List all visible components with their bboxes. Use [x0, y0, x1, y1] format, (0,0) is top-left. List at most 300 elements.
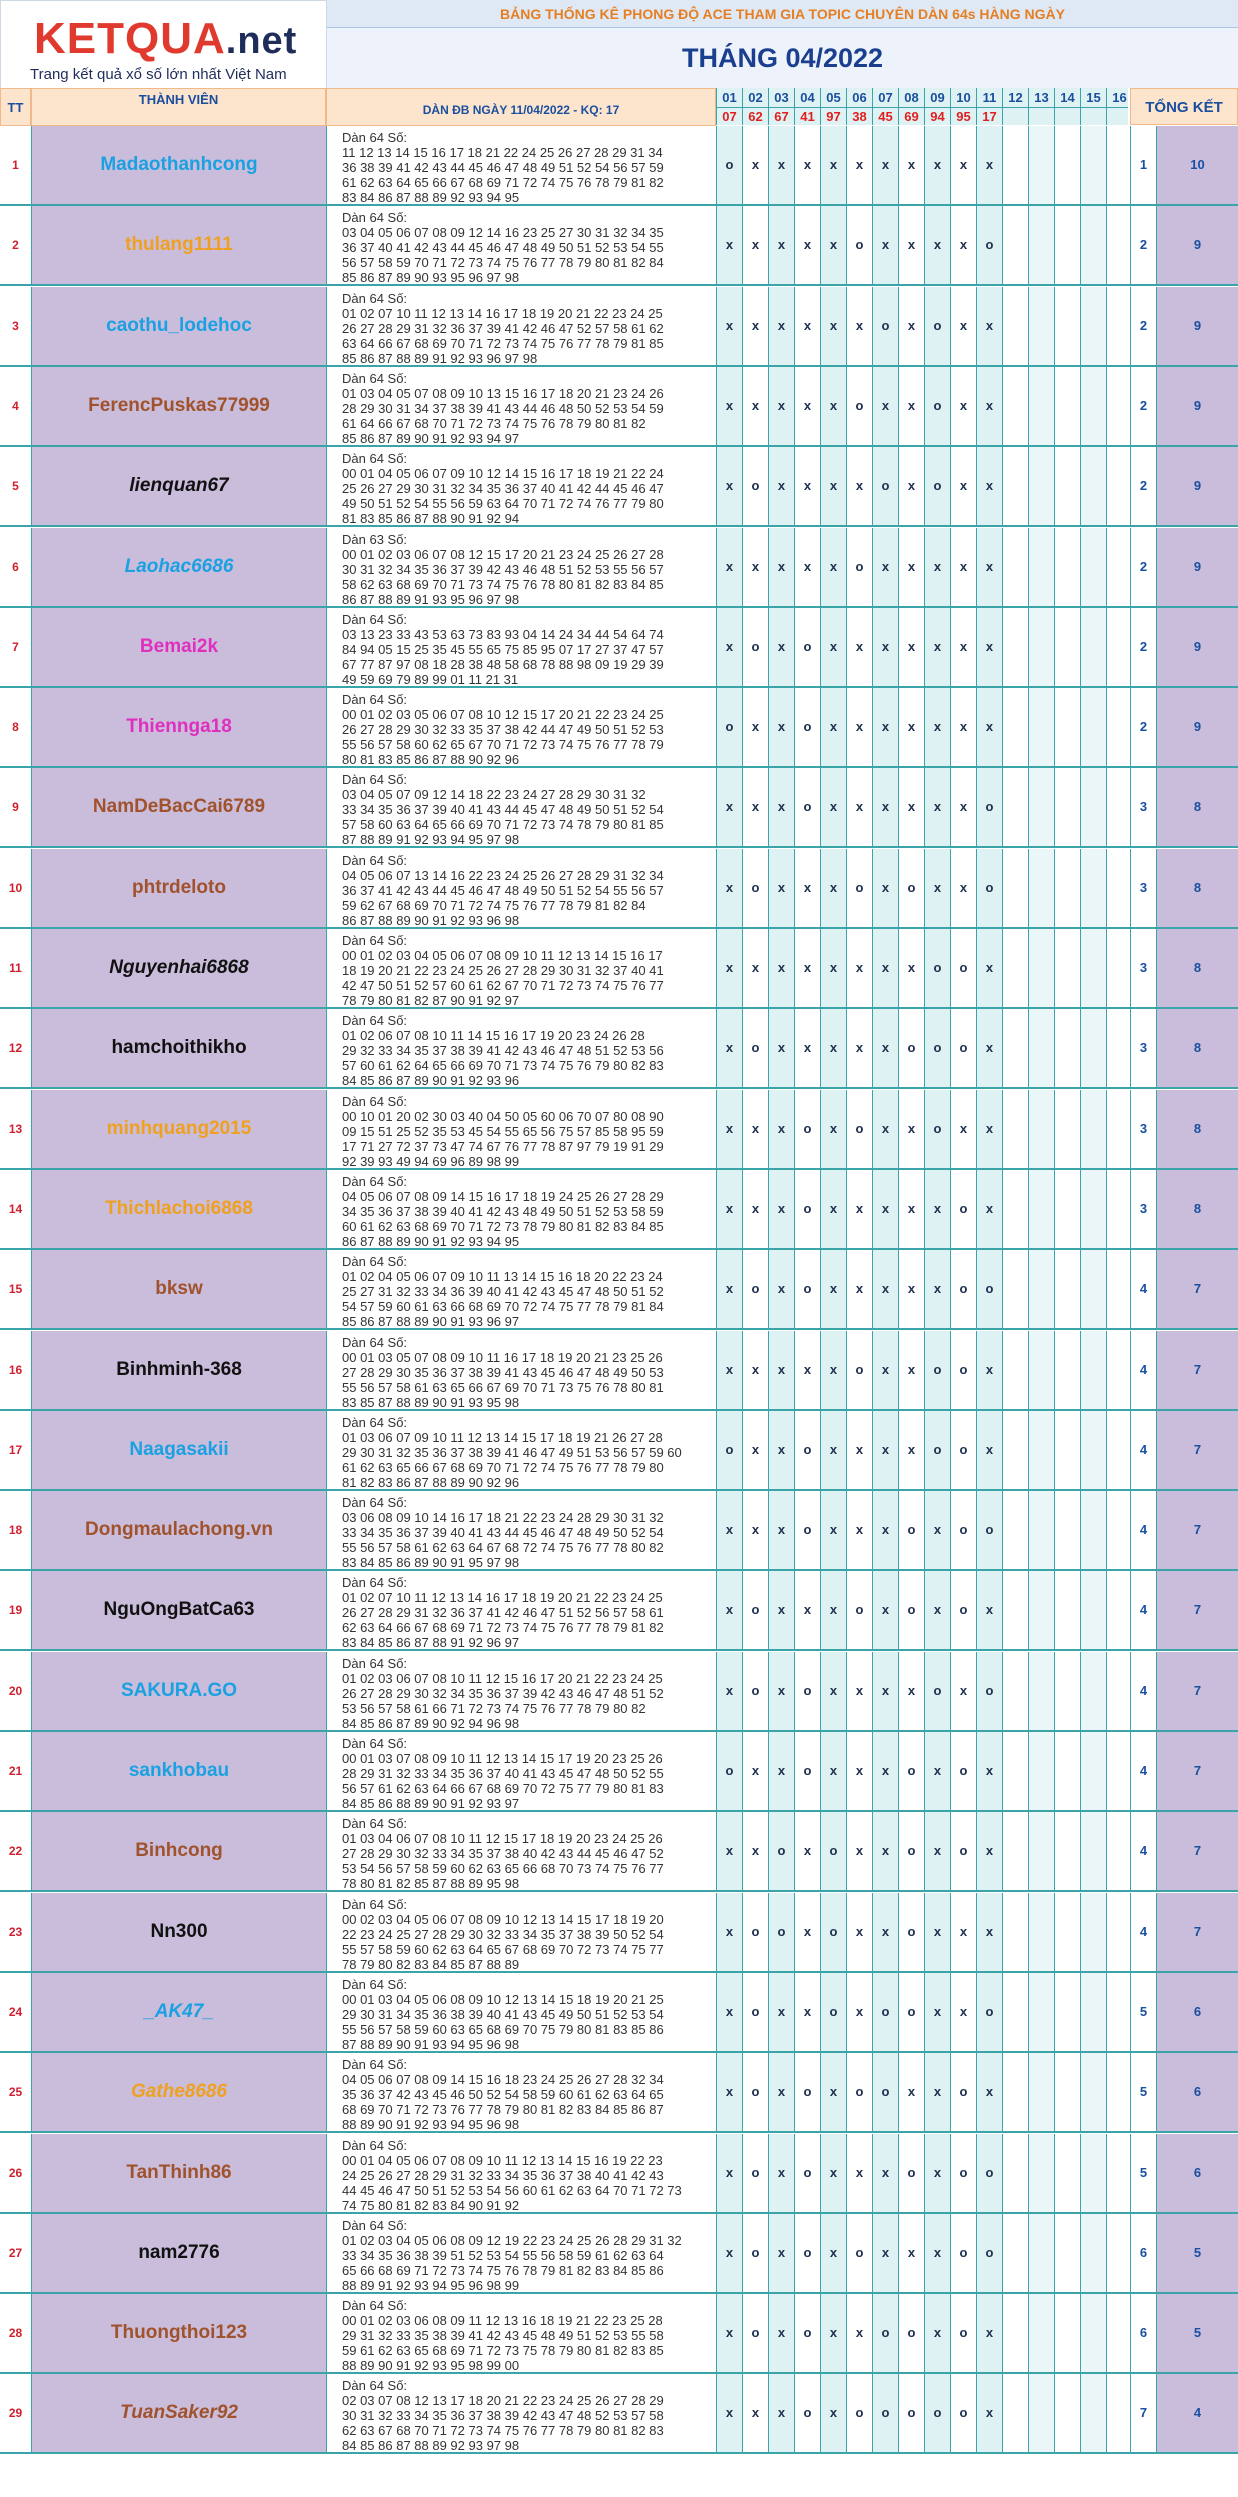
day-mark: x — [820, 206, 846, 284]
day-mark: x — [846, 929, 872, 1007]
day-mark: o — [950, 1009, 976, 1087]
dan-numbers — [326, 1009, 716, 1087]
total-score: 7 — [1156, 1411, 1238, 1489]
dan-line: 26 27 28 29 30 32 33 35 37 38 42 44 47 49 50 51 52 53 — [342, 722, 664, 737]
day-mark: x — [794, 929, 820, 1007]
day-result-03: 67 — [768, 107, 794, 125]
day-result-12 — [1002, 107, 1028, 125]
day-mark: x — [898, 688, 924, 766]
dan-line: 86 87 88 89 90 91 92 93 96 98 — [342, 913, 520, 927]
day-mark — [1054, 768, 1080, 846]
dan-line: 04 05 06 07 08 09 14 15 16 17 18 19 24 25 26 27 28 29 — [342, 1189, 664, 1204]
total-score: 7 — [1156, 1331, 1238, 1409]
member-name[interactable]: Bemai2k — [31, 608, 326, 686]
day-mark — [1080, 1170, 1106, 1248]
dan-numbers — [326, 608, 716, 686]
day-mark — [1080, 528, 1106, 606]
day-mark: o — [768, 1893, 794, 1971]
day-mark: x — [716, 929, 742, 1007]
day-mark: o — [898, 2134, 924, 2212]
day-mark: o — [794, 688, 820, 766]
day-mark — [1028, 1732, 1054, 1810]
day-mark: o — [924, 287, 950, 365]
day-mark: x — [846, 1893, 872, 1971]
day-mark: x — [898, 126, 924, 204]
day-mark: o — [924, 2374, 950, 2452]
day-mark: x — [846, 1170, 872, 1248]
day-mark: x — [768, 929, 794, 1007]
day-mark: x — [872, 206, 898, 284]
miss-count: 2 — [1130, 688, 1156, 766]
table-row — [0, 1973, 1238, 2053]
total-score: 8 — [1156, 1170, 1238, 1248]
day-mark — [1080, 126, 1106, 204]
day-mark: x — [872, 929, 898, 1007]
miss-count: 2 — [1130, 447, 1156, 525]
day-mark: o — [872, 287, 898, 365]
day-mark: x — [950, 768, 976, 846]
day-mark: x — [950, 688, 976, 766]
day-mark: o — [898, 2294, 924, 2372]
row-number: 9 — [0, 768, 31, 846]
day-mark: x — [976, 1893, 1002, 1971]
day-mark: o — [950, 1250, 976, 1328]
day-header-11: 11 — [976, 88, 1002, 107]
day-mark: x — [742, 1491, 768, 1569]
table-row — [0, 1331, 1238, 1411]
day-mark: x — [846, 1250, 872, 1328]
member-name[interactable]: FerencPuskas77999 — [31, 367, 326, 445]
dan-line: 78 79 80 82 83 84 85 87 88 89 — [342, 1957, 520, 1971]
dan-numbers — [326, 2134, 716, 2212]
day-mark: o — [872, 447, 898, 525]
row-number: 1 — [0, 126, 31, 204]
member-name[interactable]: Nguyenhai6868 — [31, 929, 326, 1007]
logo-frame — [0, 0, 327, 96]
day-mark: x — [950, 608, 976, 686]
dan-line: Dàn 64 Số: — [342, 1013, 408, 1028]
table-row — [0, 2053, 1238, 2133]
row-number: 2 — [0, 206, 31, 284]
day-mark — [1028, 287, 1054, 365]
day-mark: o — [846, 1090, 872, 1168]
row-number: 18 — [0, 1491, 31, 1569]
day-mark: x — [768, 849, 794, 927]
total-score: 9 — [1156, 206, 1238, 284]
day-mark: x — [976, 126, 1002, 204]
day-mark: o — [742, 1973, 768, 2051]
day-mark: o — [976, 849, 1002, 927]
table-row — [0, 447, 1238, 527]
row-number: 28 — [0, 2294, 31, 2372]
day-mark: o — [742, 1652, 768, 1730]
day-mark: x — [924, 1170, 950, 1248]
day-mark: x — [872, 1331, 898, 1409]
day-mark — [1028, 1170, 1054, 1248]
dan-numbers — [326, 1732, 716, 1810]
day-mark: x — [846, 1812, 872, 1890]
member-name[interactable]: TuanSaker92 — [31, 2374, 326, 2452]
dan-numbers — [326, 1090, 716, 1168]
dan-line: 25 27 31 32 33 34 36 39 40 41 42 43 45 47 48 50 51 52 — [342, 1284, 664, 1299]
day-mark — [1002, 1973, 1028, 2051]
day-mark: x — [716, 1571, 742, 1649]
day-mark: x — [898, 2214, 924, 2292]
miss-count: 4 — [1130, 1331, 1156, 1409]
dan-line: 26 27 28 29 30 32 34 35 36 37 39 42 43 46 47 48 51 52 — [342, 1686, 664, 1701]
day-mark: x — [846, 1652, 872, 1730]
day-mark: x — [872, 528, 898, 606]
day-mark — [1080, 287, 1106, 365]
day-mark: x — [794, 447, 820, 525]
day-mark: o — [924, 1331, 950, 1409]
day-mark: x — [976, 528, 1002, 606]
dan-line: 00 01 04 05 06 07 08 09 10 11 12 13 14 15 16 19 22 23 — [342, 2153, 663, 2168]
dan-line: Dàn 63 Số: — [342, 532, 408, 547]
day-mark: x — [716, 2374, 742, 2452]
day-mark: x — [742, 1170, 768, 1248]
dan-line: 36 38 39 41 42 43 44 45 46 47 48 49 51 52 54 56 57 59 — [342, 160, 664, 175]
day-mark: x — [898, 206, 924, 284]
miss-count: 2 — [1130, 206, 1156, 284]
day-mark: o — [976, 1250, 1002, 1328]
day-mark — [1080, 1893, 1106, 1971]
day-mark: o — [898, 1973, 924, 2051]
ketqua-logo[interactable] — [0, 0, 327, 96]
day-mark — [1080, 2214, 1106, 2292]
day-result-14 — [1054, 107, 1080, 125]
miss-count: 3 — [1130, 929, 1156, 1007]
day-mark — [1080, 2294, 1106, 2372]
column-header-tt: TT — [0, 88, 31, 126]
day-mark: x — [768, 1652, 794, 1730]
day-mark: x — [768, 2374, 794, 2452]
dan-line: 67 77 87 97 08 18 28 38 48 58 68 78 88 98 09 19 29 39 — [342, 657, 664, 672]
table-row — [0, 1250, 1238, 1330]
dan-line: Dàn 64 Số: — [342, 2378, 408, 2393]
day-mark: o — [846, 206, 872, 284]
dan-line: Dàn 64 Số: — [342, 210, 408, 225]
day-mark: x — [716, 1009, 742, 1087]
dan-line: 55 56 57 58 61 63 65 66 67 69 70 71 73 75 76 78 80 81 — [342, 1380, 664, 1395]
day-result-09: 94 — [924, 107, 950, 125]
member-name[interactable]: thulang1111 — [31, 206, 326, 284]
dan-line: Dàn 64 Số: — [342, 1174, 408, 1189]
miss-count: 5 — [1130, 1973, 1156, 2051]
total-score: 7 — [1156, 1250, 1238, 1328]
table-row — [0, 206, 1238, 286]
member-name[interactable]: Thiennga18 — [31, 688, 326, 766]
member-name[interactable]: Dongmaulachong.vn — [31, 1491, 326, 1569]
day-mark: x — [794, 1571, 820, 1649]
dan-line: 83 85 87 88 89 90 91 93 95 98 — [342, 1395, 520, 1409]
day-mark: x — [768, 287, 794, 365]
miss-count: 6 — [1130, 2294, 1156, 2372]
day-mark: x — [768, 688, 794, 766]
member-name[interactable]: bksw — [31, 1250, 326, 1328]
dan-line: Dàn 64 Số: — [342, 371, 408, 386]
day-mark: o — [950, 1170, 976, 1248]
day-mark — [1002, 1652, 1028, 1730]
day-header-10: 10 — [950, 88, 976, 107]
total-score: 4 — [1156, 2374, 1238, 2452]
total-score: 9 — [1156, 367, 1238, 445]
dan-line: 62 63 67 68 70 71 72 73 74 75 76 77 78 79 80 81 82 83 — [342, 2423, 664, 2438]
member-name[interactable]: Laohac6686 — [31, 528, 326, 606]
day-mark: x — [716, 1812, 742, 1890]
dan-line: 78 80 81 82 85 87 88 89 95 98 — [342, 1876, 520, 1890]
dan-line: Dàn 64 Số: — [342, 2138, 408, 2153]
day-mark: o — [950, 1491, 976, 1569]
day-mark: x — [898, 929, 924, 1007]
dan-line: 00 01 04 05 06 07 09 10 12 14 15 16 17 18 19 21 22 24 — [342, 466, 664, 481]
dan-line: 04 05 06 07 08 09 14 15 16 18 23 24 25 26 27 28 32 34 — [342, 2072, 664, 2087]
day-mark: x — [820, 2294, 846, 2372]
row-number: 14 — [0, 1170, 31, 1248]
day-result-15 — [1080, 107, 1106, 125]
member-name[interactable]: caothu_lodehoc — [31, 287, 326, 365]
dan-line: 33 34 35 36 37 39 40 41 43 44 45 47 48 49 50 51 52 54 — [342, 802, 664, 817]
row-number: 13 — [0, 1090, 31, 1168]
dan-line: 01 02 03 04 05 06 08 09 12 19 22 23 24 25 26 28 29 31 32 — [342, 2233, 682, 2248]
day-mark: x — [716, 2053, 742, 2131]
total-score: 8 — [1156, 1090, 1238, 1168]
day-mark — [1028, 1250, 1054, 1328]
miss-count: 4 — [1130, 1571, 1156, 1649]
day-mark: x — [976, 2053, 1002, 2131]
day-mark: x — [976, 1331, 1002, 1409]
member-name[interactable]: hamchoithikho — [31, 1009, 326, 1087]
dan-numbers — [326, 929, 716, 1007]
day-mark — [1028, 126, 1054, 204]
row-number: 22 — [0, 1812, 31, 1890]
member-name[interactable]: Madaothanhcong — [31, 126, 326, 204]
day-mark: o — [794, 608, 820, 686]
dan-numbers — [326, 528, 716, 606]
row-number: 7 — [0, 608, 31, 686]
day-mark — [1002, 1491, 1028, 1569]
day-header-14: 14 — [1054, 88, 1080, 107]
member-name[interactable]: Thichlachoi6868 — [31, 1170, 326, 1248]
dan-line: 54 57 59 60 61 63 66 68 69 70 72 74 75 77 78 79 81 84 — [342, 1299, 664, 1314]
member-name[interactable]: Binhcong — [31, 1812, 326, 1890]
total-score: 7 — [1156, 1652, 1238, 1730]
day-mark — [1028, 367, 1054, 445]
member-name[interactable]: NamDeBacCai6789 — [31, 768, 326, 846]
day-result-07: 45 — [872, 107, 898, 125]
day-mark — [1028, 1812, 1054, 1890]
day-mark: x — [976, 608, 1002, 686]
dan-line: 27 28 29 30 35 36 37 38 39 41 43 45 46 47 48 49 50 53 — [342, 1365, 664, 1380]
dan-line: 84 85 86 88 89 90 91 92 93 97 — [342, 1796, 520, 1810]
row-number: 3 — [0, 287, 31, 365]
day-mark — [1080, 206, 1106, 284]
day-mark: o — [976, 1652, 1002, 1730]
member-name[interactable]: minhquang2015 — [31, 1090, 326, 1168]
dan-line: 81 82 83 86 87 88 89 90 92 96 — [342, 1475, 520, 1489]
day-mark: x — [898, 1090, 924, 1168]
miss-count: 4 — [1130, 1411, 1156, 1489]
dan-line: 57 58 60 63 64 65 66 69 70 71 72 73 74 78 79 80 81 85 — [342, 817, 664, 832]
day-mark — [1054, 287, 1080, 365]
member-name[interactable]: SAKURA.GO — [31, 1652, 326, 1730]
day-mark: o — [898, 1009, 924, 1087]
member-name[interactable]: TanThinh86 — [31, 2134, 326, 2212]
day-mark: o — [872, 1973, 898, 2051]
day-mark: o — [716, 1411, 742, 1489]
dan-numbers — [326, 447, 716, 525]
dan-line: 84 85 86 87 89 90 92 94 96 98 — [342, 1716, 520, 1730]
dan-numbers — [326, 1331, 716, 1409]
day-mark: o — [924, 1652, 950, 1730]
day-mark: x — [924, 2134, 950, 2212]
day-mark: x — [846, 768, 872, 846]
member-name[interactable]: sankhobau — [31, 1732, 326, 1810]
day-mark: x — [820, 1652, 846, 1730]
day-mark — [1054, 2053, 1080, 2131]
day-mark: x — [872, 2134, 898, 2212]
dan-line: 83 84 86 87 88 89 92 93 94 95 — [342, 190, 520, 204]
day-mark — [1028, 2294, 1054, 2372]
dan-line: Dàn 64 Số: — [342, 130, 408, 145]
day-mark: x — [820, 126, 846, 204]
miss-count: 3 — [1130, 1170, 1156, 1248]
dan-line: 01 03 04 06 07 08 10 11 12 15 17 18 19 20 23 24 25 26 — [342, 1831, 663, 1846]
day-mark: o — [846, 1571, 872, 1649]
member-name[interactable]: nam2776 — [31, 2214, 326, 2292]
dan-line: 84 85 86 87 89 90 91 92 93 96 — [342, 1073, 520, 1087]
day-mark: o — [742, 1571, 768, 1649]
total-score: 6 — [1156, 1973, 1238, 2051]
day-mark: x — [976, 447, 1002, 525]
day-mark: x — [742, 528, 768, 606]
row-number: 6 — [0, 528, 31, 606]
day-mark: o — [950, 2294, 976, 2372]
day-result-01: 07 — [716, 107, 742, 125]
dan-numbers — [326, 206, 716, 284]
miss-count: 5 — [1130, 2053, 1156, 2131]
day-mark — [1080, 1090, 1106, 1168]
day-mark — [1080, 2134, 1106, 2212]
day-mark — [1080, 367, 1106, 445]
day-mark: o — [846, 2214, 872, 2292]
day-mark: x — [872, 1812, 898, 1890]
day-mark: x — [872, 688, 898, 766]
day-mark: x — [846, 1491, 872, 1569]
dan-line: 09 15 51 25 52 35 53 45 54 55 65 56 75 57 85 58 95 59 — [342, 1124, 664, 1139]
dan-line: 74 75 80 81 82 83 84 90 91 92 — [342, 2198, 520, 2212]
day-mark: x — [820, 768, 846, 846]
day-mark — [1080, 1491, 1106, 1569]
member-name[interactable]: Binhminh-368 — [31, 1331, 326, 1409]
dan-line: 04 05 06 07 13 14 16 22 23 24 25 26 27 28 29 31 32 34 — [342, 868, 664, 883]
day-mark: x — [872, 1411, 898, 1489]
dan-line: 63 64 66 67 68 69 70 71 72 73 74 75 76 77 78 79 81 85 — [342, 336, 664, 351]
day-mark — [1002, 1571, 1028, 1649]
day-mark: x — [794, 1331, 820, 1409]
dan-line: 33 34 35 36 37 39 40 41 43 44 45 46 47 48 49 50 52 54 — [342, 1525, 664, 1540]
day-mark — [1054, 849, 1080, 927]
day-mark: x — [742, 287, 768, 365]
dan-line: 24 25 26 27 28 29 31 32 33 34 35 36 37 38 40 41 42 43 — [342, 2168, 664, 2183]
day-mark: x — [820, 2374, 846, 2452]
member-name[interactable]: Thuongthoi123 — [31, 2294, 326, 2372]
member-name[interactable]: _AK47_ — [31, 1973, 326, 2051]
member-name[interactable]: lienquan67 — [31, 447, 326, 525]
logo-tagline: Trang kết quả xổ số lớn nhất Việt Nam — [30, 66, 287, 83]
day-mark — [1028, 608, 1054, 686]
dan-line: 00 02 03 04 05 06 07 08 09 10 12 13 14 15 17 18 19 20 — [342, 1912, 664, 1927]
day-mark: x — [716, 608, 742, 686]
day-mark: o — [742, 2053, 768, 2131]
day-mark — [1054, 1652, 1080, 1730]
day-mark — [1028, 2053, 1054, 2131]
day-mark: x — [820, 1491, 846, 1569]
day-mark: x — [716, 1973, 742, 2051]
dan-line: 01 02 06 07 08 10 11 14 15 16 17 19 20 23 24 26 28 — [342, 1028, 645, 1043]
day-mark: x — [924, 608, 950, 686]
day-mark: x — [820, 1009, 846, 1087]
dan-line: 84 85 86 87 88 89 92 93 97 98 — [342, 2438, 520, 2452]
member-name[interactable]: Naagasakii — [31, 1411, 326, 1489]
day-mark — [1080, 1652, 1106, 1730]
dan-numbers — [326, 849, 716, 927]
total-score: 7 — [1156, 1491, 1238, 1569]
day-mark: x — [716, 1250, 742, 1328]
dan-line: Dàn 64 Số: — [342, 772, 408, 787]
day-mark — [1002, 849, 1028, 927]
miss-count: 3 — [1130, 849, 1156, 927]
day-mark — [1054, 2134, 1080, 2212]
day-mark: x — [820, 1170, 846, 1248]
day-mark: x — [794, 1893, 820, 1971]
day-mark: x — [846, 1732, 872, 1810]
day-result-06: 38 — [846, 107, 872, 125]
table-row — [0, 1090, 1238, 1170]
day-mark — [1054, 1973, 1080, 2051]
row-number: 27 — [0, 2214, 31, 2292]
dan-line: 01 02 04 05 06 07 09 10 11 13 14 15 16 18 20 22 23 24 — [342, 1269, 663, 1284]
member-name[interactable]: Nn300 — [31, 1893, 326, 1971]
day-mark: o — [794, 1170, 820, 1248]
day-mark: x — [872, 1090, 898, 1168]
member-name[interactable]: NguOngBatCa63 — [31, 1571, 326, 1649]
table-row — [0, 608, 1238, 688]
dan-numbers — [326, 1893, 716, 1971]
dan-line: 86 87 88 89 91 93 95 96 97 98 — [342, 592, 520, 606]
total-score: 10 — [1156, 126, 1238, 204]
member-name[interactable]: phtrdeloto — [31, 849, 326, 927]
dan-line: 57 60 61 62 64 65 66 69 70 71 73 74 75 76 79 80 82 83 — [342, 1058, 664, 1073]
day-mark: x — [716, 768, 742, 846]
dan-line: 88 89 90 91 92 93 95 98 99 00 — [342, 2358, 520, 2372]
day-mark: x — [976, 2374, 1002, 2452]
day-mark: o — [794, 2294, 820, 2372]
day-mark: o — [846, 2374, 872, 2452]
dan-line: 88 89 91 92 93 94 95 96 98 99 — [342, 2278, 520, 2292]
day-mark: x — [924, 2214, 950, 2292]
day-mark: o — [976, 1491, 1002, 1569]
day-mark: o — [976, 1973, 1002, 2051]
day-mark: x — [872, 768, 898, 846]
day-mark: x — [846, 1009, 872, 1087]
member-name[interactable]: Gathe8686 — [31, 2053, 326, 2131]
dan-line: 36 37 41 42 43 44 45 46 47 48 49 50 51 52 54 55 56 57 — [342, 883, 664, 898]
dan-numbers — [326, 688, 716, 766]
dan-line: 03 04 05 06 07 08 09 12 14 16 23 25 27 30 31 32 34 35 — [342, 225, 664, 240]
table-row — [0, 1491, 1238, 1571]
day-mark — [1054, 367, 1080, 445]
